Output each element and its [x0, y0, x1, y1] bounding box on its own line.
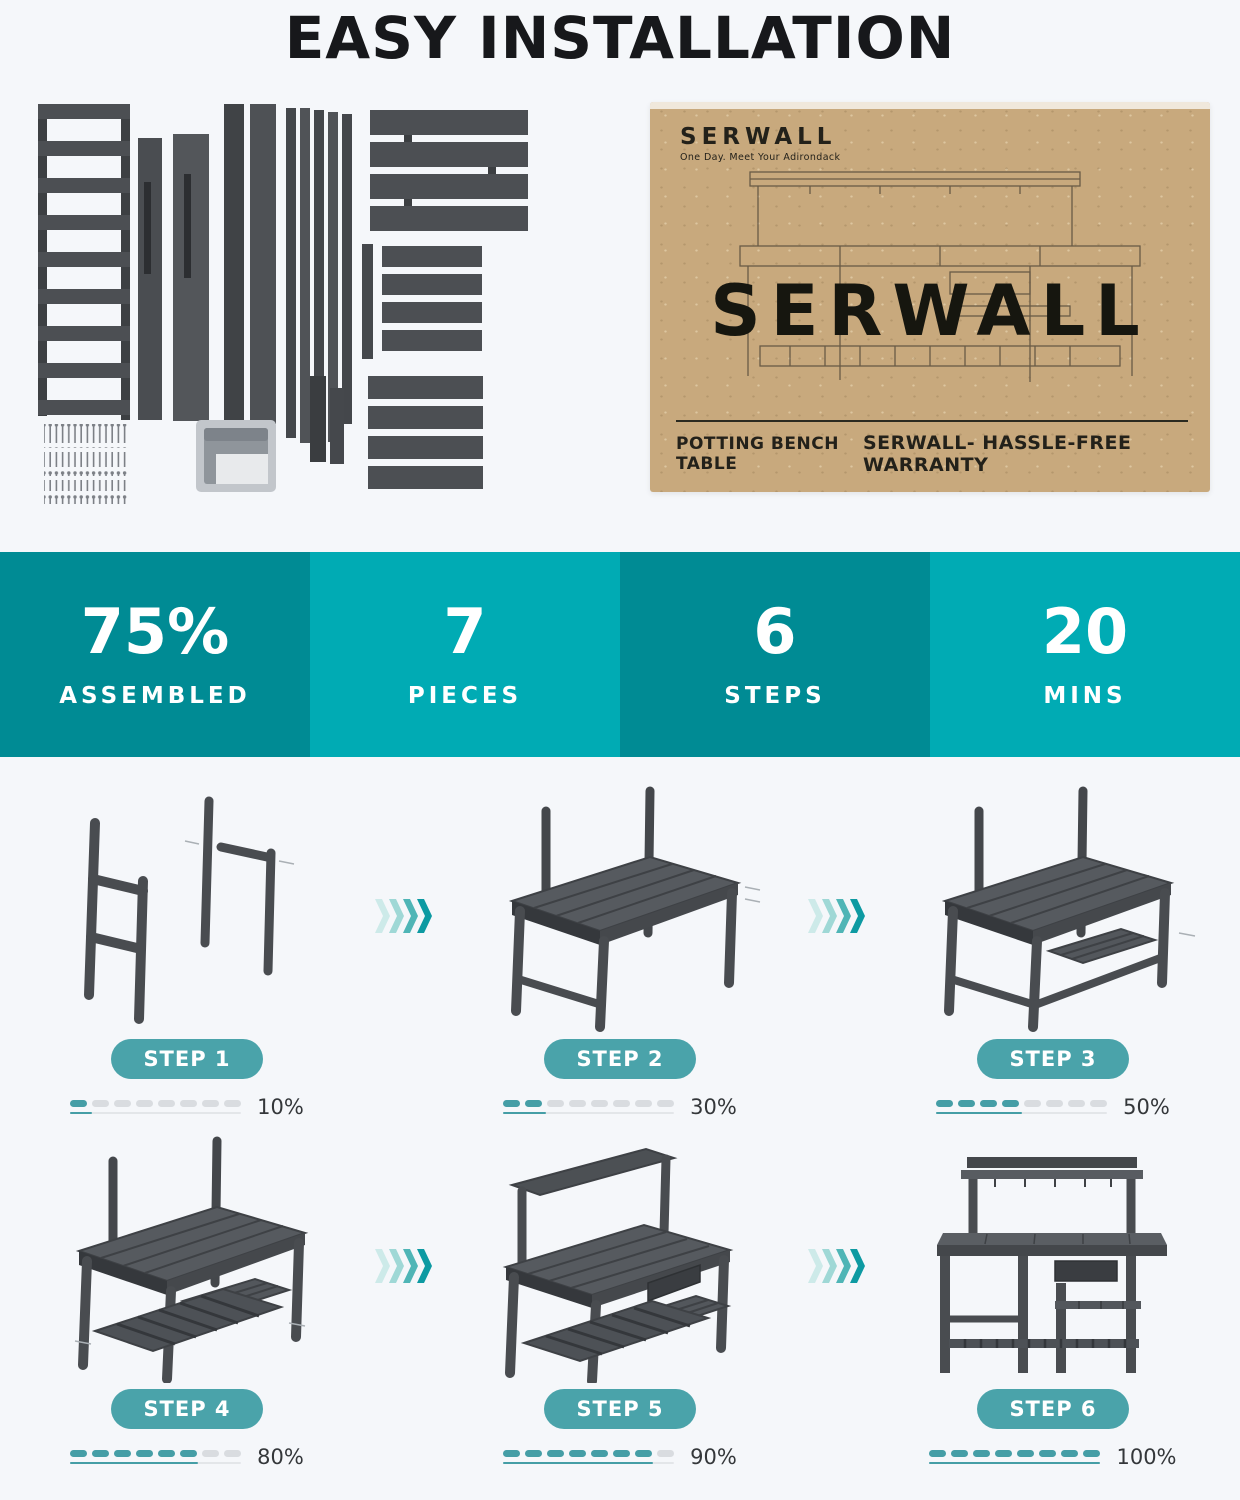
box-product-name: POTTING BENCH TABLE — [676, 434, 839, 474]
chevron-right-icon — [375, 899, 433, 933]
medium-slatted-panel — [362, 244, 482, 359]
packaging-box — [650, 102, 1210, 492]
stat-value: 20 — [1041, 594, 1129, 668]
square-slatted-panel — [368, 376, 483, 489]
step-5-progress-bar — [503, 1450, 674, 1464]
hero-row — [0, 86, 1240, 508]
step-6-badge: STEP 6 — [977, 1389, 1128, 1429]
plank-bundle — [286, 108, 352, 464]
step-2-badge: STEP 2 — [544, 1039, 695, 1079]
step-4-progress-bar — [70, 1450, 241, 1464]
step-6-progress-bar — [929, 1450, 1100, 1464]
box-bottom-text — [676, 420, 1188, 476]
step-3-progress-percent: 50% — [1123, 1095, 1170, 1119]
next-step-arrow — [807, 1133, 866, 1469]
stat-steps — [620, 552, 930, 757]
step-4-progress-percent: 80% — [257, 1445, 304, 1469]
stats-banner — [0, 552, 1240, 757]
step-5-progress-percent: 90% — [690, 1445, 737, 1469]
wide-slatted-panel — [370, 110, 528, 231]
step-3-badge: STEP 3 — [977, 1039, 1128, 1079]
step-6-cell — [866, 1133, 1240, 1469]
step-1-progress — [70, 1095, 304, 1119]
parts-layout-photo — [8, 86, 642, 506]
stat-mins — [930, 552, 1240, 757]
screws — [44, 424, 128, 504]
stat-label: ASSEMBLED — [59, 682, 251, 709]
step-1-cell — [0, 783, 374, 1119]
box-brand-logo: SERWALL — [680, 124, 837, 150]
stat-value: 6 — [753, 594, 797, 668]
step-4-badge: STEP 4 — [111, 1389, 262, 1429]
next-step-arrow — [807, 783, 866, 1119]
box-logo-large: SERWALL — [710, 270, 1150, 352]
chevron-right-icon — [808, 899, 866, 933]
step-5-progress — [503, 1445, 737, 1469]
step-4-cell — [0, 1133, 374, 1469]
slatted-side-panel — [38, 104, 130, 420]
step-4-progress — [70, 1445, 304, 1469]
step-3-illustration — [883, 783, 1223, 1033]
steps-grid — [0, 783, 1240, 1469]
stat-value: 75% — [80, 594, 230, 668]
next-step-arrow — [374, 1133, 433, 1469]
chevron-right-icon — [375, 1249, 433, 1283]
step-2-cell — [433, 783, 807, 1119]
box-brand — [680, 124, 840, 163]
next-step-arrow — [374, 783, 433, 1119]
step-2-illustration — [450, 783, 790, 1033]
stat-value: 7 — [443, 594, 487, 668]
bracket-boards — [138, 134, 209, 421]
stat-assembled — [0, 552, 310, 757]
step-3-progress — [936, 1095, 1170, 1119]
stat-label: PIECES — [407, 682, 523, 709]
box-warranty-text: SERWALL- HASSLE-FREE WARRANTY — [862, 432, 1132, 476]
step-1-illustration — [17, 783, 357, 1033]
stat-pieces — [310, 552, 620, 757]
step-5-illustration — [450, 1133, 790, 1383]
step-6-progress — [929, 1445, 1176, 1469]
step-1-progress-percent: 10% — [257, 1095, 304, 1119]
step-5-cell — [433, 1133, 807, 1469]
step-2-progress-bar — [503, 1100, 674, 1114]
step-6-illustration — [883, 1133, 1223, 1383]
step-3-cell — [866, 783, 1240, 1119]
step-6-progress-percent: 100% — [1116, 1445, 1177, 1469]
step-2-progress — [503, 1095, 737, 1119]
step-4-illustration — [17, 1133, 357, 1383]
plastic-bin — [196, 420, 276, 492]
stat-label: STEPS — [724, 682, 826, 709]
parts-illustration — [8, 86, 642, 506]
step-5-badge: STEP 5 — [544, 1389, 695, 1429]
step-2-progress-percent: 30% — [690, 1095, 737, 1119]
step-1-badge: STEP 1 — [111, 1039, 262, 1079]
page-title: EASY INSTALLATION — [284, 4, 956, 72]
step-1-progress-bar — [70, 1100, 241, 1114]
box-brand-tagline: One Day. Meet Your Adirondack — [680, 152, 841, 163]
long-planks — [224, 104, 276, 424]
stat-label: MINS — [1043, 682, 1127, 709]
chevron-right-icon — [808, 1249, 866, 1283]
step-3-progress-bar — [936, 1100, 1107, 1114]
